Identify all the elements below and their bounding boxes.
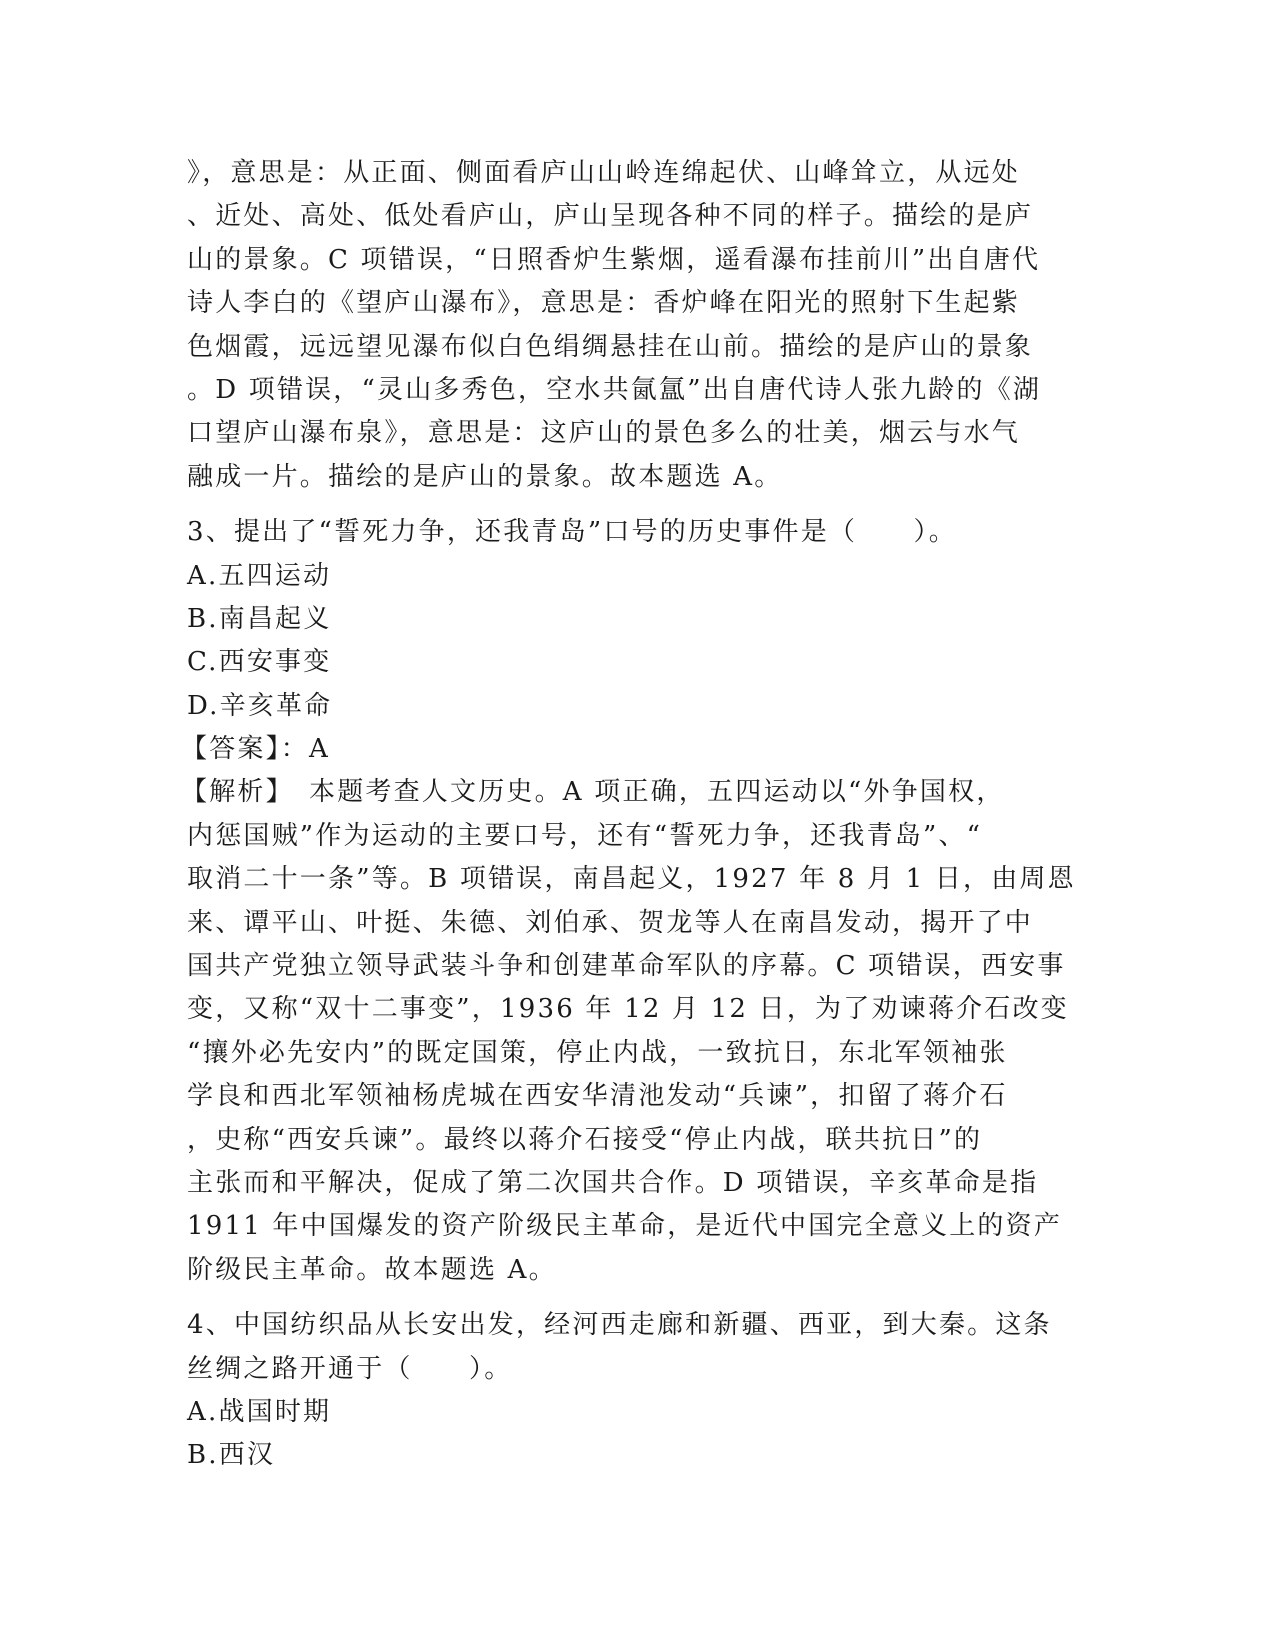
option-d: D.辛亥革命 — [187, 690, 333, 721]
analysis-line: 、近处、高处、低处看庐山，庐山呈现各种不同的样子。描绘的是庐 — [187, 201, 1034, 232]
option-a: A.战国时期 — [187, 1396, 332, 1427]
option-a: A.五四运动 — [187, 560, 332, 591]
analysis-line: 取消二十一条”等。B 项错误，南昌起义，1927 年 8 月 1 日，由周恩 — [187, 864, 1076, 895]
analysis-line: 变，又称“双十二事变”，1936 年 12 月 12 日，为了劝谏蒋介石改变 — [187, 994, 1069, 1025]
option-c: C.西安事变 — [187, 647, 332, 678]
question-stem: 丝绸之路开通于（ ）。 — [187, 1353, 513, 1384]
analysis-line: 阶级民主革命。故本题选 A。 — [187, 1254, 557, 1285]
analysis-line: 口望庐山瀑布泉》，意思是：这庐山的景色多么的壮美，烟云与水气 — [187, 418, 1021, 449]
option-b: B.西汉 — [187, 1440, 276, 1471]
previous-analysis-continuation — [187, 152, 1087, 499]
analysis-line: 来、谭平山、叶挺、朱德、刘伯承、贺龙等人在南昌发动，揭开了中 — [187, 907, 1034, 938]
analysis-line: 山的景象。C 项错误，“日照香炉生紫烟，遥看瀑布挂前川”出自唐代 — [187, 244, 1041, 275]
analysis-line: 学良和西北军领袖杨虎城在西安华清池发动“兵谏”，扣留了蒋介石 — [187, 1081, 1008, 1112]
question-4 — [187, 1304, 1087, 1478]
question-stem: 3、提出了“誓死力争，还我青岛”口号的历史事件是（ ）。 — [187, 517, 957, 548]
question-3 — [181, 511, 1087, 1292]
page-content — [181, 152, 1087, 1478]
analysis-line: 【解析】 本题考查人文历史。A 项正确，五四运动以“外争国权， — [181, 777, 1005, 808]
answer: 【答案】：A — [181, 734, 330, 765]
analysis-line: 内惩国贼”作为运动的主要口号，还有“誓死力争，还我青岛”、“ — [187, 820, 983, 851]
analysis-line: 。D 项错误，“灵山多秀色，空水共氤氲”出自唐代诗人张九龄的《湖 — [187, 374, 1042, 405]
analysis-line: 主张而和平解决，促成了第二次国共合作。D 项错误，辛亥革命是指 — [187, 1167, 1039, 1198]
option-b: B.南昌起义 — [187, 603, 332, 634]
analysis-line: 融成一片。描绘的是庐山的景象。故本题选 A。 — [187, 461, 783, 492]
analysis-line: 诗人李白的《望庐山瀑布》，意思是：香炉峰在阳光的照射下生起紫 — [187, 288, 1021, 319]
question-stem: 4、中国纺织品从长安出发，经河西走廊和新疆、西亚，到大秦。这条 — [187, 1310, 1052, 1341]
analysis-line: 色烟霞，远远望见瀑布似白色绢绸悬挂在山前。描绘的是庐山的景象 — [187, 331, 1034, 362]
analysis-line: 》，意思是：从正面、侧面看庐山山岭连绵起伏、山峰耸立，从远处 — [187, 158, 1021, 188]
spacer — [187, 1292, 1087, 1304]
analysis-line: “攘外必先安内”的既定国策，停止内战，一致抗日，东北军领袖张 — [187, 1037, 1008, 1068]
analysis-line: 国共产党独立领导武装斗争和创建革命军队的序幕。C 项错误，西安事 — [187, 951, 1066, 982]
spacer — [187, 499, 1087, 511]
analysis-line: 1911 年中国爆发的资产阶级民主革命，是近代中国完全意义上的资产 — [187, 1211, 1063, 1242]
analysis-line: ，史称“西安兵谏”。最终以蒋介石接受“停止内战，联共抗日”的 — [187, 1124, 983, 1155]
